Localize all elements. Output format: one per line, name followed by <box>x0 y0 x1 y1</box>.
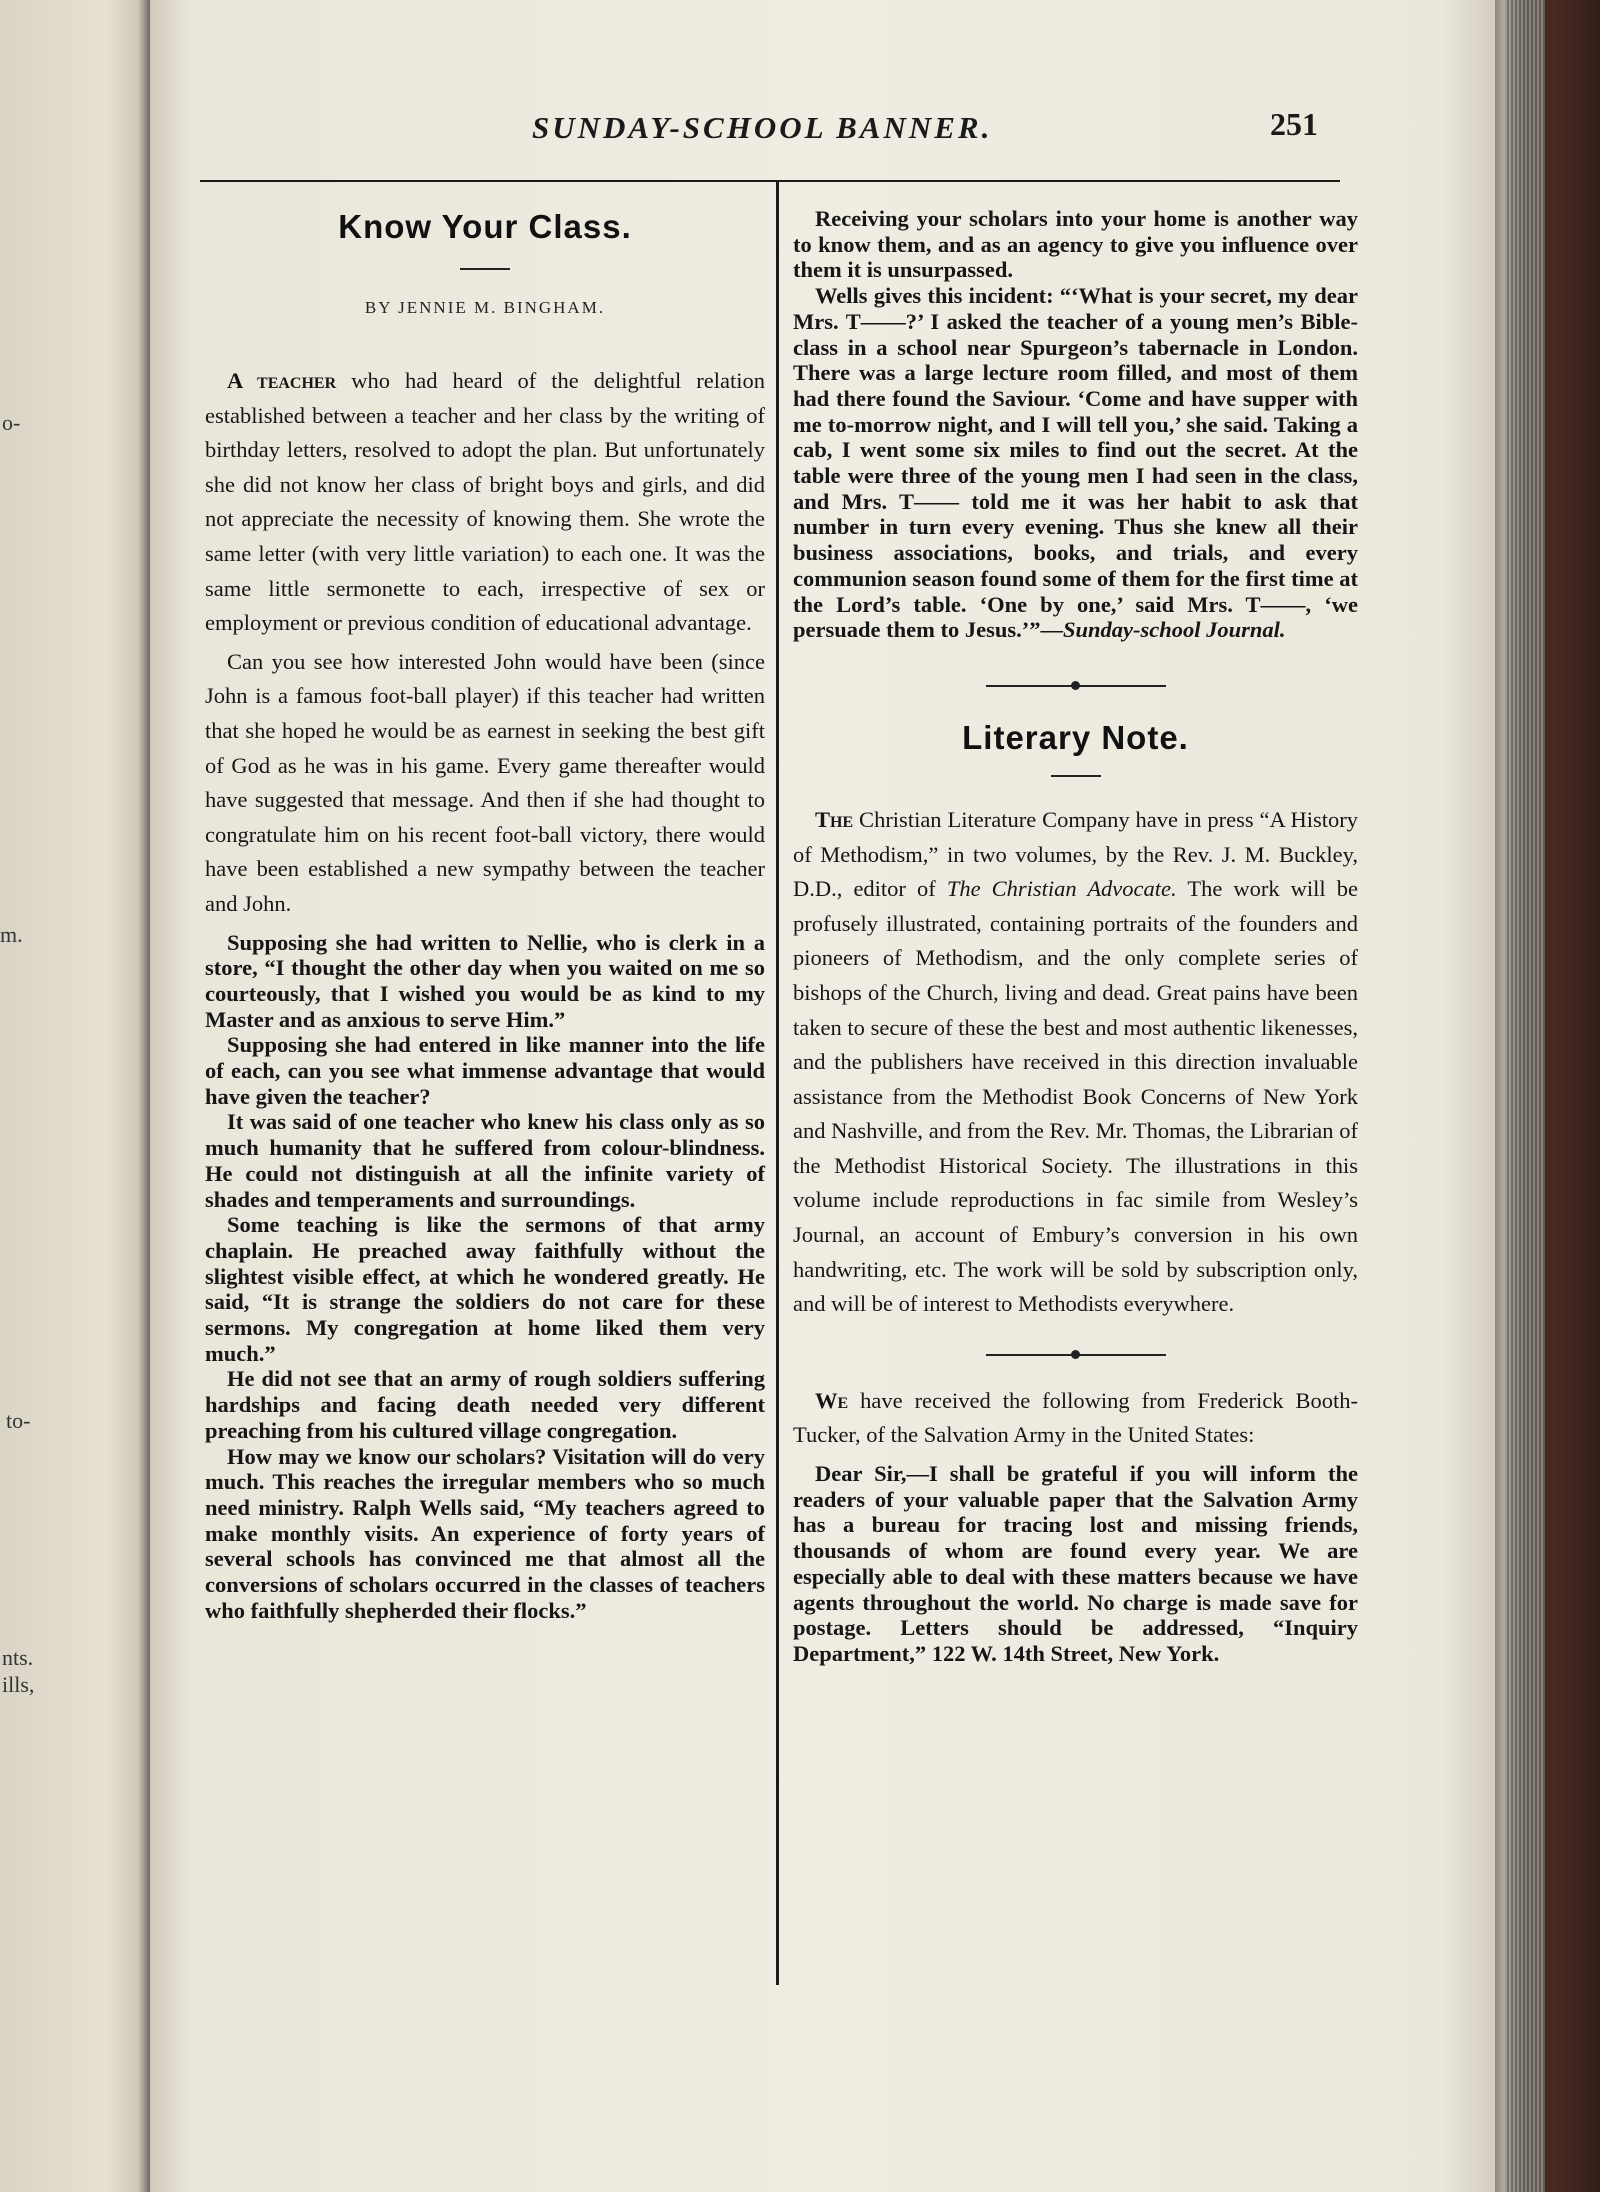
paragraph <box>205 364 765 641</box>
right-column <box>793 200 1358 1667</box>
prev-page-fragment: nts. <box>2 1645 34 1670</box>
left-column <box>205 200 765 1623</box>
prev-page-fragment: m. <box>0 922 23 947</box>
paragraph: How may we know our scholars? Visitation will do very much. This reaches the irregular members who so much need ministry. Ralph Wells said, “My teachers agreed to make monthly visits. An experience of forty years of several schools has convinced me that almost all the conversions of scholars occurred in the classes of teachers who faithfully shepherded their flocks.” <box>205 1443 765 1623</box>
previous-page-edge <box>0 0 150 2192</box>
source-citation: Sunday-school Journal. <box>1063 617 1286 643</box>
notice-intro <box>793 1384 1358 1453</box>
article-body-continued <box>793 206 1358 643</box>
section-ornament <box>986 679 1166 693</box>
paragraph: Dear Sir,—I shall be grateful if you will inform the readers of your valuable paper that the Salvation Army has a bureau for tracing lost and missing friends, thousands of whom are found every year. We are especially able to deal with these matters because we have agents throughout the world. No charge is made save for postage. Letters should be addressed, “Inquiry Department,” 122 W. 14th Street, New York. <box>793 1461 1358 1666</box>
paragraph-text: have received the following from Frederick Booth-Tucker, of the Salvation Army in the United States: <box>793 1387 1358 1448</box>
page-stack-edge <box>1505 0 1545 2192</box>
paragraph: Some teaching is like the sermons of that army chaplain. He preached away faithfully without the slightest visible effect, at which he wondered greatly. He said, “It is strange the soldiers do not care for these sermons. My congregation at home liked them very much.” <box>205 1212 765 1366</box>
article-title-literary-note: Literary Note. <box>962 718 1189 756</box>
publication-title: The Christian Advocate. <box>946 876 1177 902</box>
section-ornament <box>986 1348 1166 1362</box>
paragraph: It was said of one teacher who knew his class only as so much humanity that he suffered from colour-blindness. He could not distinguish at all the infinite variety of shades and temperaments and surroundings. <box>205 1109 765 1212</box>
paragraph-text: Christian Literature Company have in press “A History of Methodism,” in two volumes, by the Rev. J. M. Buckley, D.D., editor of <box>793 806 1358 902</box>
paragraph: He did not see that an army of rough soldiers suffering hardships and facing death needed very different preaching from his cultured village congregation. <box>205 1366 765 1443</box>
article-byline: BY JENNIE M. BINGHAM. <box>364 298 606 317</box>
paragraph: Supposing she had entered in like manner into the life of each, can you see what immense advantage that would have given the teacher? <box>205 1032 765 1109</box>
article-body-dense <box>205 930 765 1624</box>
header-rule <box>200 180 1340 182</box>
prev-page-fragment: to- <box>6 1408 31 1433</box>
paragraph: Can you see how interested John would have been (since John is a famous foot-ball player) if this teacher had written that she hoped he would be as earnest in seeking the best gift of God as he was in his game. Every game thereafter would have suggested that message. And then if she had thought to congratulate him on his recent foot-ball victory, there would have been established a new sympathy between the teacher and John. <box>205 648 765 916</box>
lead-word: A teacher <box>227 368 337 393</box>
paragraph: Receiving your scholars into your home is another way to know them, and as an agency to give you influence over them it is unsurpassed. <box>793 206 1358 283</box>
title-rule <box>460 268 510 270</box>
lead-word: The <box>815 806 854 832</box>
article-body-spaced <box>205 364 765 922</box>
prev-page-fragment: o- <box>2 410 21 435</box>
running-header-title: SUNDAY-SCHOOL BANNER. <box>532 110 993 145</box>
paragraph <box>793 283 1358 643</box>
column-divider <box>776 180 779 1985</box>
paragraph <box>793 1384 1358 1453</box>
paragraph-text: Wells gives this incident: “‘What is your secret, my dear Mrs. T——?’ I asked the teacher of a young men’s Bible-class in a school near Spurgeon’s tabernacle in London. There was a large lecture room filled, and most of them had there found the Saviour. ‘Come and have supper with me to-morrow night, and I will tell you,’ she said. Taking a cab, I went some six miles to find out the secret. At the table were three of the young men I had seen in the class, and Mrs. T—— told me it was her habit to ask that number in turn every evening. Thus she knew all their business associations, books, and trials, and every communion season found some of them for the first time at the Lord’s table. ‘One by one,’ said Mrs. T——, ‘we persuade them to Jesus.’”— <box>793 283 1358 643</box>
paragraph-text: who had heard of the delightful relation established between a teacher and her class by the writing of birthday letters, resolved to adopt the plan. But unfortunately she did not know her class of bright boys and girls, and did not appreciate the necessity of knowing them. She wrote the same letter (with very little variation) to each one. It was the same little sermonette to each, irrespective of sex or employment or previous condition of educational advantage. <box>205 368 765 636</box>
literary-note-body <box>793 803 1358 1322</box>
paragraph: Supposing she had written to Nellie, who is clerk in a store, “I thought the other day when you waited on me so courteously, that I wished you would be as kind to my Master and as anxious to serve Him.” <box>205 929 765 1032</box>
paragraph <box>793 803 1358 1322</box>
prev-page-fragment: ills, <box>2 1672 35 1697</box>
article-title-know-your-class: Know Your Class. <box>338 208 632 245</box>
page-number: 251 <box>1270 106 1318 142</box>
lead-word: We <box>815 1387 849 1413</box>
notice-letter <box>793 1461 1358 1667</box>
paragraph-text: The work will be profusely illustrated, containing portraits of the founders and pioneers of Methodism, and the only complete series of bishops of the Church, living and dead. Great pains have been taken to secure of these the best and most authentic likenesses, and the publishers have received in this direction invaluable assistance from the Methodist Book Concerns of New York and Nashville, and from the Rev. Mr. Thomas, the Librarian of the Methodist Historical Society. The illustrations in this volume include reproductions in fac simile from Wesley’s Journal, an account of Embury’s conversion in his own handwriting, etc. The work will be sold by subscription only, and will be of interest to Methodists everywhere. <box>793 876 1358 1317</box>
title-rule <box>1051 775 1101 777</box>
